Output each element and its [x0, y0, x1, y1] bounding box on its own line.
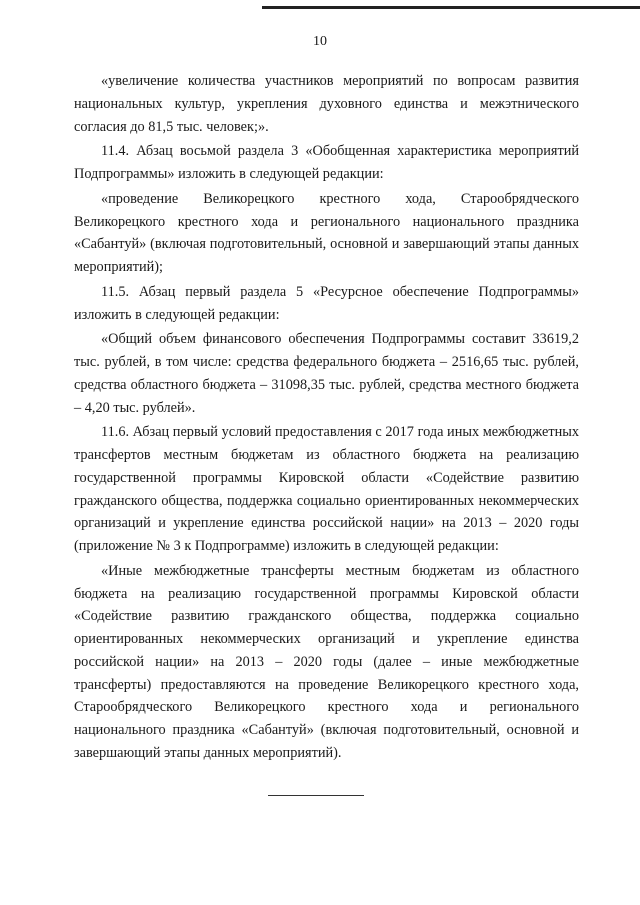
- paragraph-11-5: 11.5. Абзац первый раздела 5 «Ресурсное обеспечение Подпрограммы» изложить в следующей редакции:: [74, 283, 579, 323]
- paragraph-quote-financing: «Общий объем финансового обеспечения Подпрограммы составит 33619,2 тыс. рублей, в том числе: средства федерального бюджета – 2516,65 тыс. рублей, средства областного бюджета – 31098,35 тыс. рублей, средства местного бюджета – 4,20 тыс. рублей».: [74, 331, 579, 416]
- paragraph-11-4: 11.4. Абзац восьмой раздела 3 «Обобщенная характеристика мероприятий Подпрограммы» изложить в следующей редакции:: [74, 143, 579, 182]
- top-rule: [262, 6, 640, 9]
- closing-rule: [268, 795, 364, 796]
- paragraph-quote-transfers: «Иные межбюджетные трансферты местным бюджетам из областного бюджета на реализацию государственной программы Кировской области «Содействие развитию гражданского общества, поддержка социально ориентированных некоммерческих организаций и укрепление единства российской нации» на 2013 – 2020 годы (далее – иные межбюджетные трансферты) предоставляются на проведение Великорецкого крестного хода, Старообрядческого Великорецкого крестного хода и регионального национального праздника «Сабантуй» (включая подготовительный, основной и завершающий этапы данных мероприятий).: [74, 562, 579, 761]
- paragraph-quote-procession: «проведение Великорецкого крестного хода, Старообрядческого Великорецкого крестного хода и регионального национального праздника «Сабантуй» (включая подготовительный, основной и завершающий этапы данных мероприятий);: [74, 190, 579, 275]
- paragraph-quote-culture: «увеличение количества участников мероприятий по вопросам развития национальных культур, укрепления духовного единства и межэтнического согласия до 81,5 тыс. человек;».: [74, 73, 579, 135]
- paragraph-11-6: 11.6. Абзац первый условий предоставления с 2017 года иных межбюджетных трансфертов местным бюджетам из областного бюджета на реализацию государственной программы Кировской области «Содействие развитию гражданского общества, поддержка социально ориентированных некоммерческих организаций и укрепление единства российской нации» на 2013 – 2020 годы (приложение № 3 к Подпрограмме) изложить в следующей редакции:: [74, 424, 579, 554]
- page-number: 10: [313, 34, 327, 49]
- document-body: [74, 70, 579, 765]
